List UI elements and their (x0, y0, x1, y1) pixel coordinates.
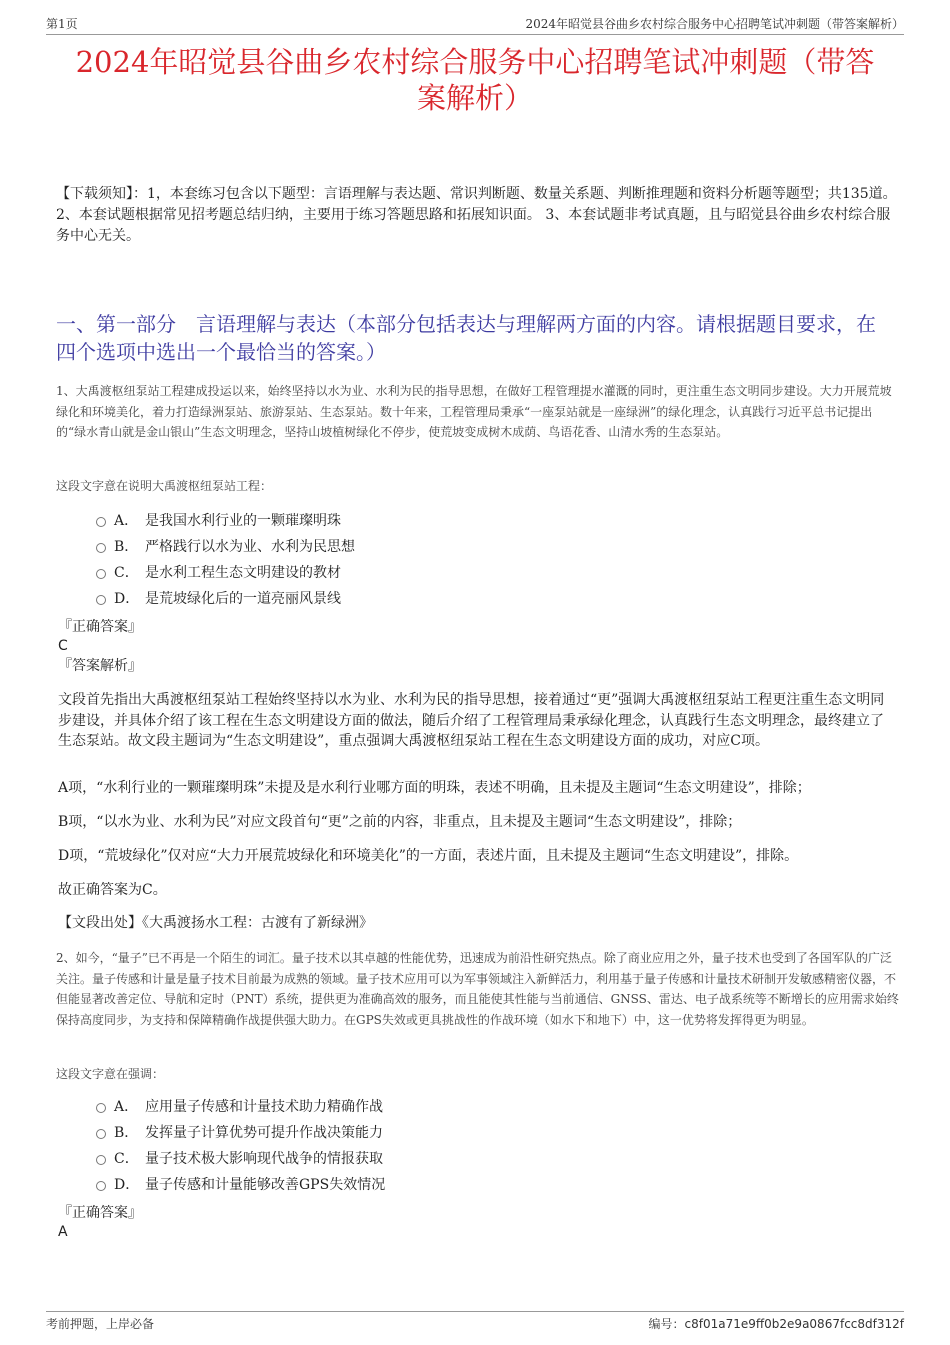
radio-button-icon[interactable] (96, 569, 106, 579)
option-text: 应用量子传感和计量技术助力精确作战 (145, 1099, 383, 1115)
analysis-label: 『答案解析』 (58, 658, 142, 674)
page-number: 第1页 (46, 17, 78, 31)
title-line-2: 案解析） (416, 81, 533, 115)
question-2-text: 2、如今，“量子”已不再是一个陌生的词汇。量子技术以其卓越的性能优势，迅速成为前沿性研究热点。除了商业应用之外，量子技术也受到了各国军队的广泛关注。量子传感和计量是量子技术目前最为成熟的领域。量子技术应用可以为军事领域注入新鲜活力，利用基于量子传感和计量技术研制开发敏感精密仪器，不但能显著改善定位、导航和定时（PNT）系统，提供更为准确高效的服务，而且能使其性能与当前通信、GNSS、雷达、电子战系统等不断增长的应用需求始终保持高度同步，为支持和保障精确作战提供强大助力。在GPS失效或更具挑战性的作战环境（如水下和地下）中，这一优势将发挥得更为明显。 (56, 951, 899, 1027)
radio-button-icon[interactable] (96, 1181, 106, 1191)
option-label: D． (114, 591, 140, 607)
option-text: 是荒坡绿化后的一道亮丽风景线 (145, 591, 341, 607)
option-a[interactable] (96, 1094, 596, 1120)
title-line-1: 2024年昭觉县谷曲乡农村综合服务中心招聘笔试冲刺题（带答 (75, 45, 875, 79)
option-d[interactable] (96, 1172, 596, 1198)
option-label: C． (114, 565, 139, 581)
analysis-paragraph: D项，“荒坡绿化”仅对应“大力开展荒坡绿化和环境美化”的一方面，表述片面，且未提及主题词“生态文明建设”，排除。 (58, 848, 799, 864)
question-1-options (96, 508, 596, 612)
option-label: A． (114, 1099, 139, 1115)
option-label: B． (114, 1125, 139, 1141)
question-2-prompt: 这段文字意在强调： (56, 1067, 165, 1081)
option-text: 量子传感和计量能够改善GPS失效情况 (145, 1177, 386, 1193)
header-doc-title: 2024年昭觉县谷曲乡农村综合服务中心招聘笔试冲刺题（带答案解析） (525, 17, 904, 31)
passage-source: 【文段出处】《大禹渡扬水工程：古渡有了新绿洲》 (58, 915, 373, 931)
option-text: 量子技术极大影响现代战争的情报获取 (145, 1151, 383, 1167)
analysis-paragraph: 文段首先指出大禹渡枢纽泵站工程始终坚持以水为业、水利为民的指导思想，接着通过“更”强调大禹渡枢纽泵站工程更注重生态文明同步建设，并具体介绍了该工程在生态文明建设方面的做法，随后介绍了工程管理局秉承绿化理念，认真践行生态文明理念，最终建立了生态泵站。故文段主题词为“生态文明建设”，重点强调大禹渡枢纽泵站工程在生态文明建设方面的成功，对应C项。 (58, 692, 885, 749)
analysis-paragraph: B项，“以水为业、水利为民”对应文段首句“更”之前的内容，非重点，且未提及主题词“生态文明建设”，排除； (58, 814, 742, 830)
option-text: 是水利工程生态文明建设的教材 (145, 565, 341, 581)
correct-answer: C (58, 638, 68, 654)
code-label: 编号： (648, 1317, 685, 1331)
option-label: C． (114, 1151, 139, 1167)
download-notice: 【下载须知】：1，本套练习包含以下题型：言语理解与表达题、常识判断题、数量关系题、判断推理题和资料分析题等题型；共135道。 2、本套试题根据常见招考题总结归纳，主要用于练习答题思路和拓展知识面。 3、本套试题非考试真题，且与昭觉县谷曲乡农村综合服务中心无关。 (56, 186, 897, 244)
code-value: c8f01a71e9ff0b2e9a0867fcc8df312f (684, 1317, 904, 1331)
option-c[interactable] (96, 560, 596, 586)
option-b[interactable] (96, 1120, 596, 1146)
radio-button-icon[interactable] (96, 595, 106, 605)
correct-answer-label: 『正确答案』 (58, 619, 142, 635)
option-text: 是我国水利行业的一颗璀璨明珠 (145, 513, 341, 529)
radio-button-icon[interactable] (96, 1155, 106, 1165)
option-text: 严格践行以水为业、水利为民思想 (145, 539, 355, 555)
analysis-conclusion: 故正确答案为C。 (58, 882, 167, 898)
radio-button-icon[interactable] (96, 517, 106, 527)
footer-slogan: 考前押题，上岸必备 (46, 1317, 155, 1331)
page-header (46, 14, 904, 35)
section-title: 一、第一部分 言语理解与表达（本部分包括表达与理解两方面的内容。请根据题目要求，在四个选项中选出一个最恰当的答案。） (56, 312, 876, 364)
correct-answer: A (58, 1224, 68, 1240)
radio-button-icon[interactable] (96, 1129, 106, 1139)
question-1-text: 1、大禹渡枢纽泵站工程建成投运以来，始终坚持以水为业、水利为民的指导思想，在做好工程管理提水灌溉的同时，更注重生态文明同步建设。大力开展荒坡绿化和环境美化，着力打造绿洲泵站、旅游泵站、生态泵站。数十年来，工程管理局秉承“一座泵站就是一座绿洲”的绿化理念，认真践行习近平总书记提出的“绿水青山就是金山银山”生态文明理念，坚持山坡植树绿化不停步，使荒坡变成树木成荫、鸟语花香、山清水秀的生态泵站。 (56, 384, 892, 439)
option-label: D． (114, 1177, 140, 1193)
radio-button-icon[interactable] (96, 1103, 106, 1113)
analysis-paragraph: A项，“水利行业的一颗璀璨明珠”未提及是水利行业哪方面的明珠，表述不明确，且未提及主题词“生态文明建设”，排除； (58, 780, 811, 796)
option-label: A． (114, 513, 139, 529)
option-b[interactable] (96, 534, 596, 560)
option-c[interactable] (96, 1146, 596, 1172)
question-1-prompt: 这段文字意在说明大禹渡枢纽泵站工程： (56, 479, 273, 493)
correct-answer-label: 『正确答案』 (58, 1205, 142, 1221)
page-footer (46, 1311, 904, 1338)
option-d[interactable] (96, 586, 596, 612)
question-2-options (96, 1094, 596, 1198)
option-label: B． (114, 539, 139, 555)
option-text: 发挥量子计算优势可提升作战决策能力 (145, 1125, 383, 1141)
radio-button-icon[interactable] (96, 543, 106, 553)
option-a[interactable] (96, 508, 596, 534)
document-code (649, 1315, 904, 1332)
document-title (50, 44, 900, 116)
